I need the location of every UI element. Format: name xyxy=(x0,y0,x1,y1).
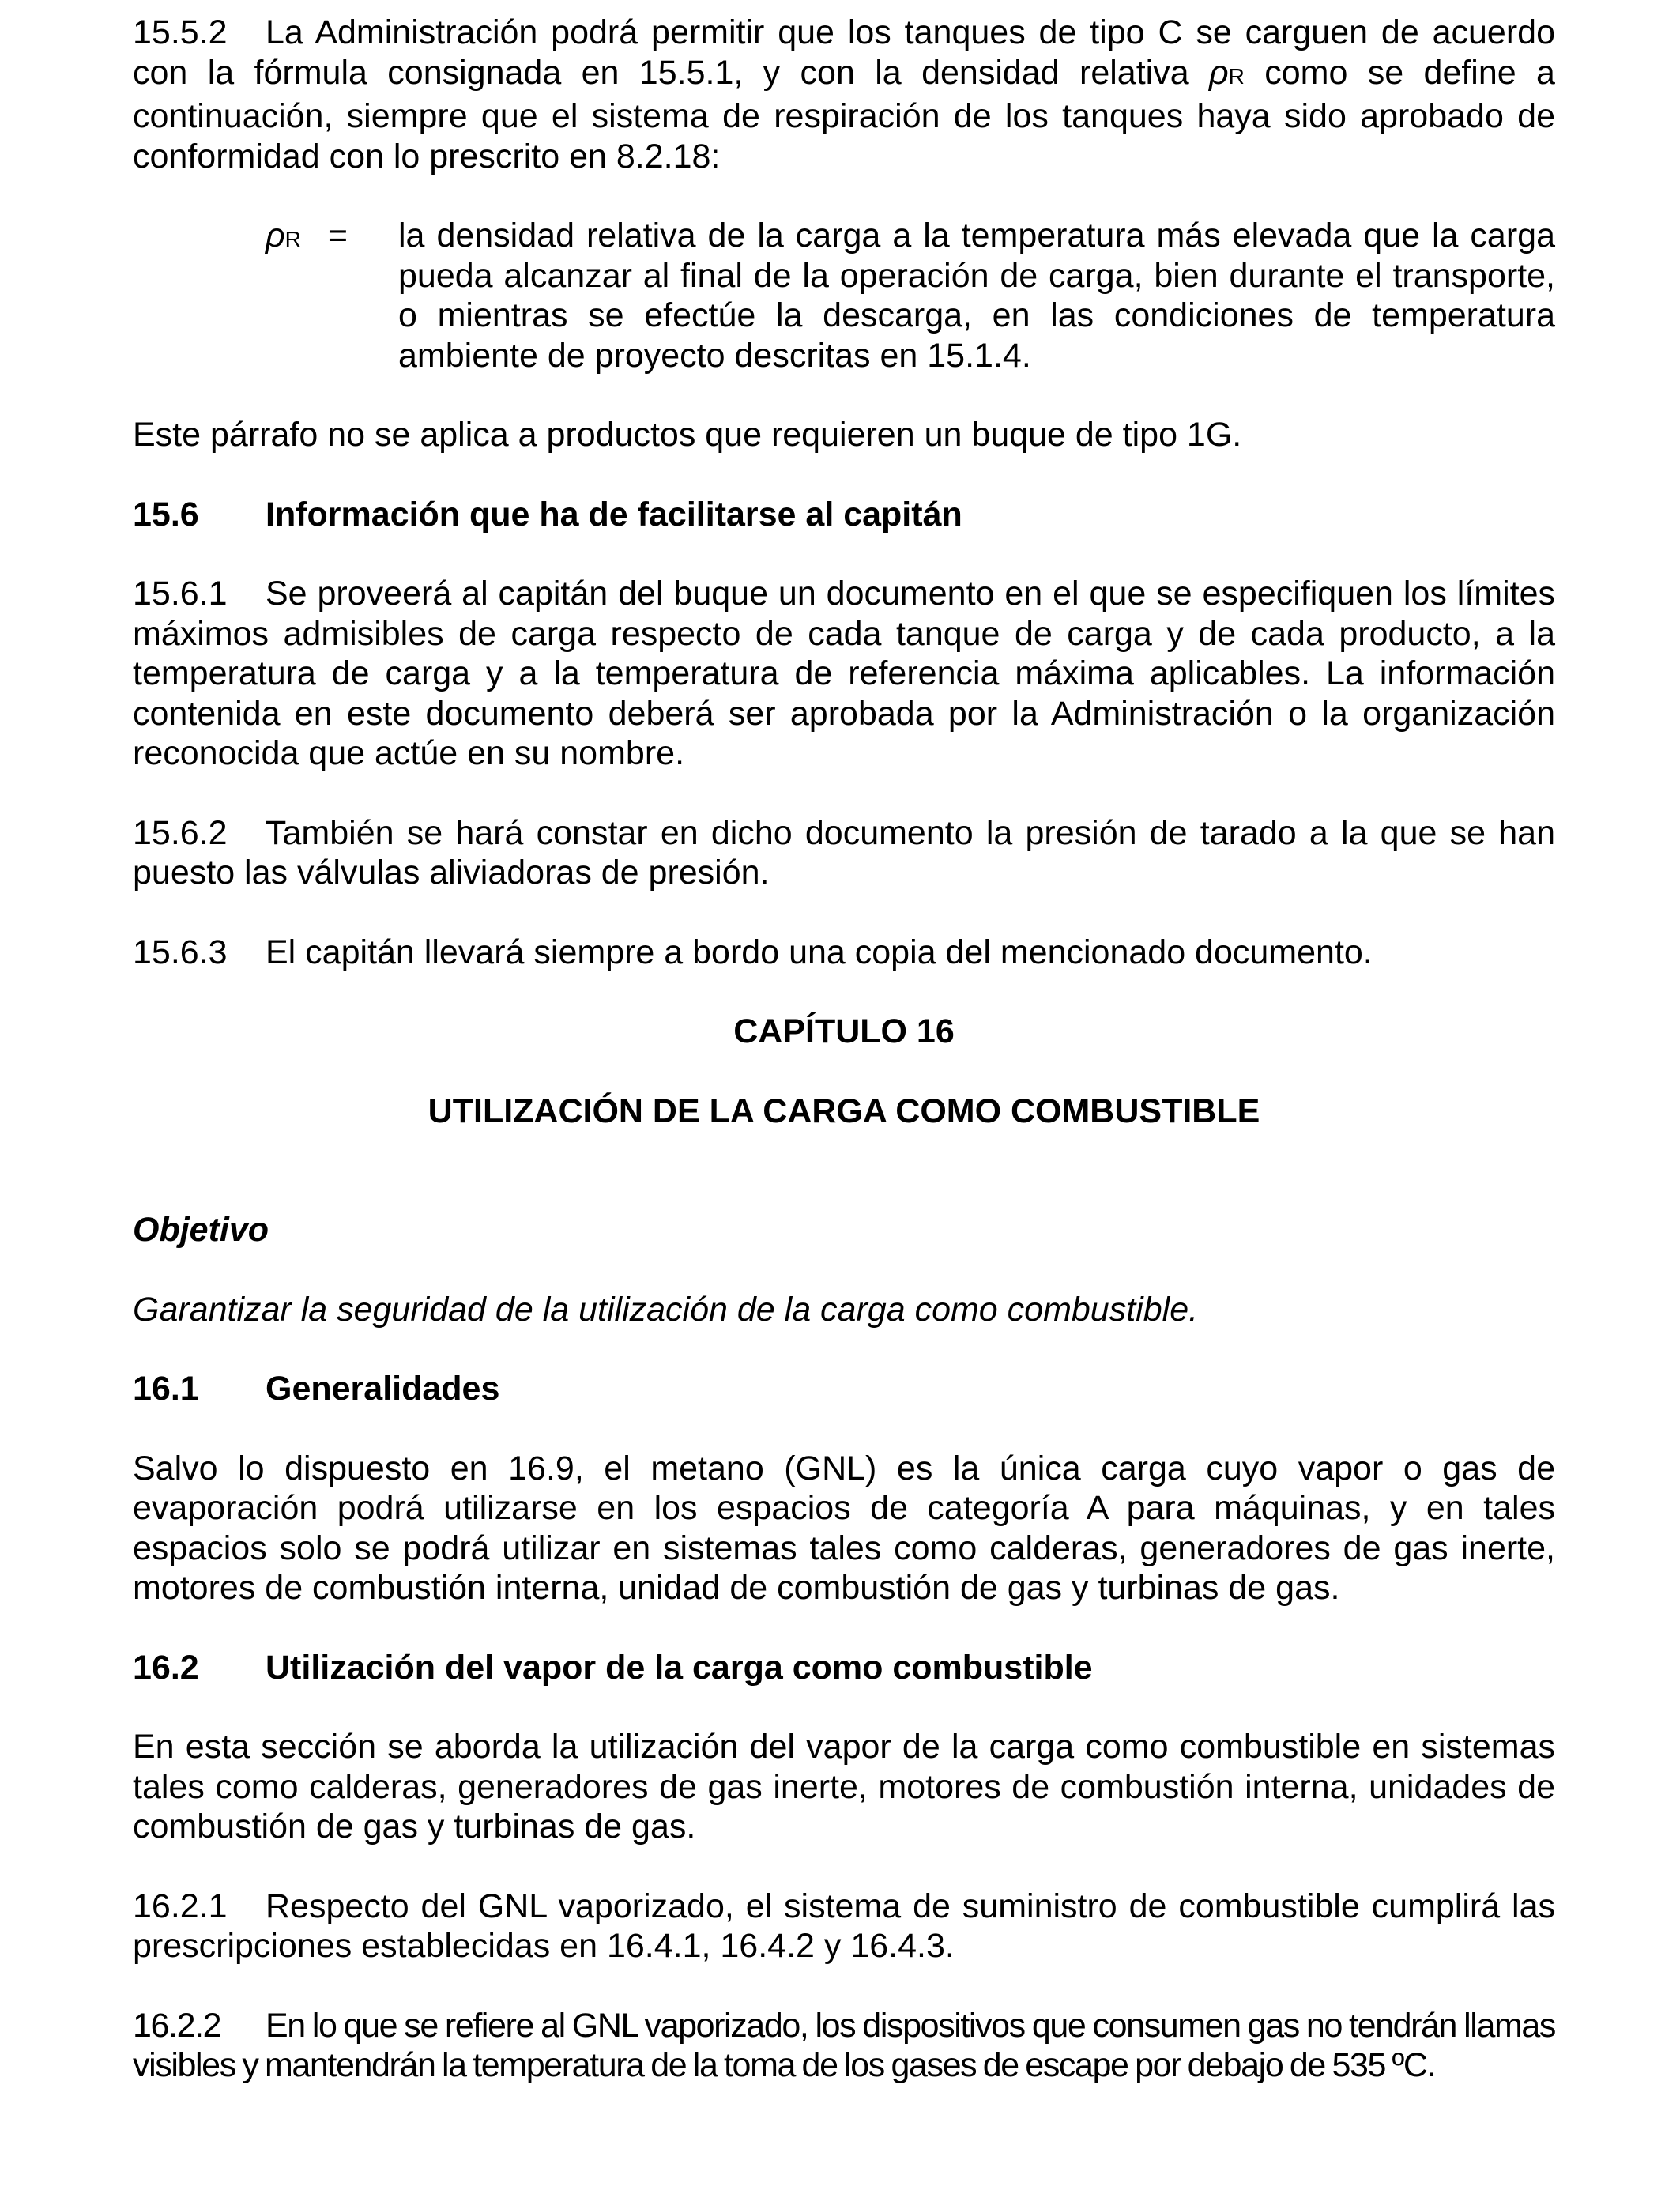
paragraph-number: 15.6.3 xyxy=(133,933,228,971)
paragraph-text-part: como se define a continuación, siempre que el sistema de respiración de los tanques haya sido aprobado de conformidad con lo prescrito en 8.2.18: xyxy=(133,53,1555,175)
subscript: R xyxy=(284,227,301,251)
paragraph-text-part: La Administración podrá permitir que los tanques de tipo C se carguen de acuerdo con la fórmula consignada en 15.5.1, y con la densidad relativa xyxy=(133,13,1555,92)
equals-sign: = xyxy=(327,217,348,254)
subscript: R xyxy=(1228,63,1245,89)
chapter-title: UTILIZACIÓN DE LA CARGA COMO COMBUSTIBLE xyxy=(428,1091,1260,1130)
paragraph-16-2: En esta sección se aborda la utilización del vapor de la carga como combustible en sistemas tales como calderas, generadores de gas inerte, motores de combustión interna, unidades de combustión de gas y turbinas de gas. xyxy=(133,1728,1555,1845)
paragraph-number: 15.6.2 xyxy=(133,813,228,852)
heading-title: Información que ha de facilitarse al capitán xyxy=(266,495,962,533)
paragraph-text: Se proveerá al capitán del buque un documento en el que se especifiquen los límites máximos admisibles de carga respecto de cada tanque de carga y de cada producto, a la temperatura de carga y a la temperatura de referencia máxima aplicables. La información contenida en este documento deberá ser aprobada por la Administración o la organización reconocida que actúe en su nombre. xyxy=(133,575,1555,772)
paragraph-16-2-1 xyxy=(133,1887,1555,1966)
document-page xyxy=(133,13,1555,2125)
paragraph-15-6-1 xyxy=(133,574,1555,774)
paragraph-text: En lo que se refiere al GNL vaporizado, los dispositivos que consumen gas no tendrán llamas visibles y mantendrán la temperatura de la toma de los gases de escape por debajo de 535 ºC. xyxy=(133,2006,1555,2084)
note-1g: Este párrafo no se aplica a productos que requieren un buque de tipo 1G. xyxy=(133,416,1242,454)
heading-title: Generalidades xyxy=(266,1370,500,1408)
heading-number: 16.1 xyxy=(133,1370,199,1408)
paragraph-text: El capitán llevará siempre a bordo una copia del mencionado documento. xyxy=(266,933,1373,971)
rho-symbol: ρ xyxy=(1208,53,1229,92)
heading-16-2 xyxy=(133,1648,1555,1688)
paragraph-16-2-2 xyxy=(133,2006,1555,2086)
paragraph-text: Respecto del GNL vaporizado, el sistema de suministro de combustible cumplirá las prescripciones establecidas en 16.4.1, 16.4.2 y 16.4.3. xyxy=(133,1887,1555,1965)
paragraph-15-6-2 xyxy=(133,813,1555,893)
heading-16-1 xyxy=(133,1369,1555,1409)
paragraph-number: 16.2.1 xyxy=(133,1887,228,1925)
paragraph-15-5-2 xyxy=(133,13,1555,176)
paragraph-15-6-3 xyxy=(133,933,1555,973)
paragraph-number: 15.5.2 xyxy=(133,13,228,51)
paragraph-number: 15.6.1 xyxy=(133,575,228,613)
definition-symbol xyxy=(266,216,398,375)
heading-title: Utilización del vapor de la carga como combustible xyxy=(266,1648,1093,1687)
objective-text: Garantizar la seguridad de la utilización de la carga como combustible. xyxy=(133,1290,1199,1329)
objective-title: Objetivo xyxy=(133,1211,269,1249)
paragraph-text: También se hará constar en dicho documento la presión de tarado a la que se han puesto las válvulas aliviadoras de presión. xyxy=(133,813,1555,892)
heading-number: 16.2 xyxy=(133,1648,199,1687)
paragraph-number: 16.2.2 xyxy=(133,2006,221,2045)
heading-number: 15.6 xyxy=(133,495,199,533)
chapter-label: CAPÍTULO 16 xyxy=(733,1012,955,1050)
definition-text: la densidad relativa de la carga a la temperatura más elevada que la carga pueda alcanzar al final de la operación de carga, bien durante el transporte, o mientras se efectúe la descarga, en las condiciones de temperatura ambiente de proyecto descritas en 15.1.4. xyxy=(398,217,1555,375)
paragraph-16-1: Salvo lo dispuesto en 16.9, el metano (GNL) es la única carga cuyo vapor o gas de evaporación podrá utilizarse en los espacios de categoría A para máquinas, y en tales espacios solo se podrá utilizar en sistemas tales como calderas, generadores de gas inerte, motores de combustión interna, unidad de combustión de gas y turbinas de gas. xyxy=(133,1449,1555,1607)
heading-15-6 xyxy=(133,495,1555,535)
definition-rho-r xyxy=(133,216,1555,375)
rho-symbol: ρ xyxy=(266,217,285,254)
